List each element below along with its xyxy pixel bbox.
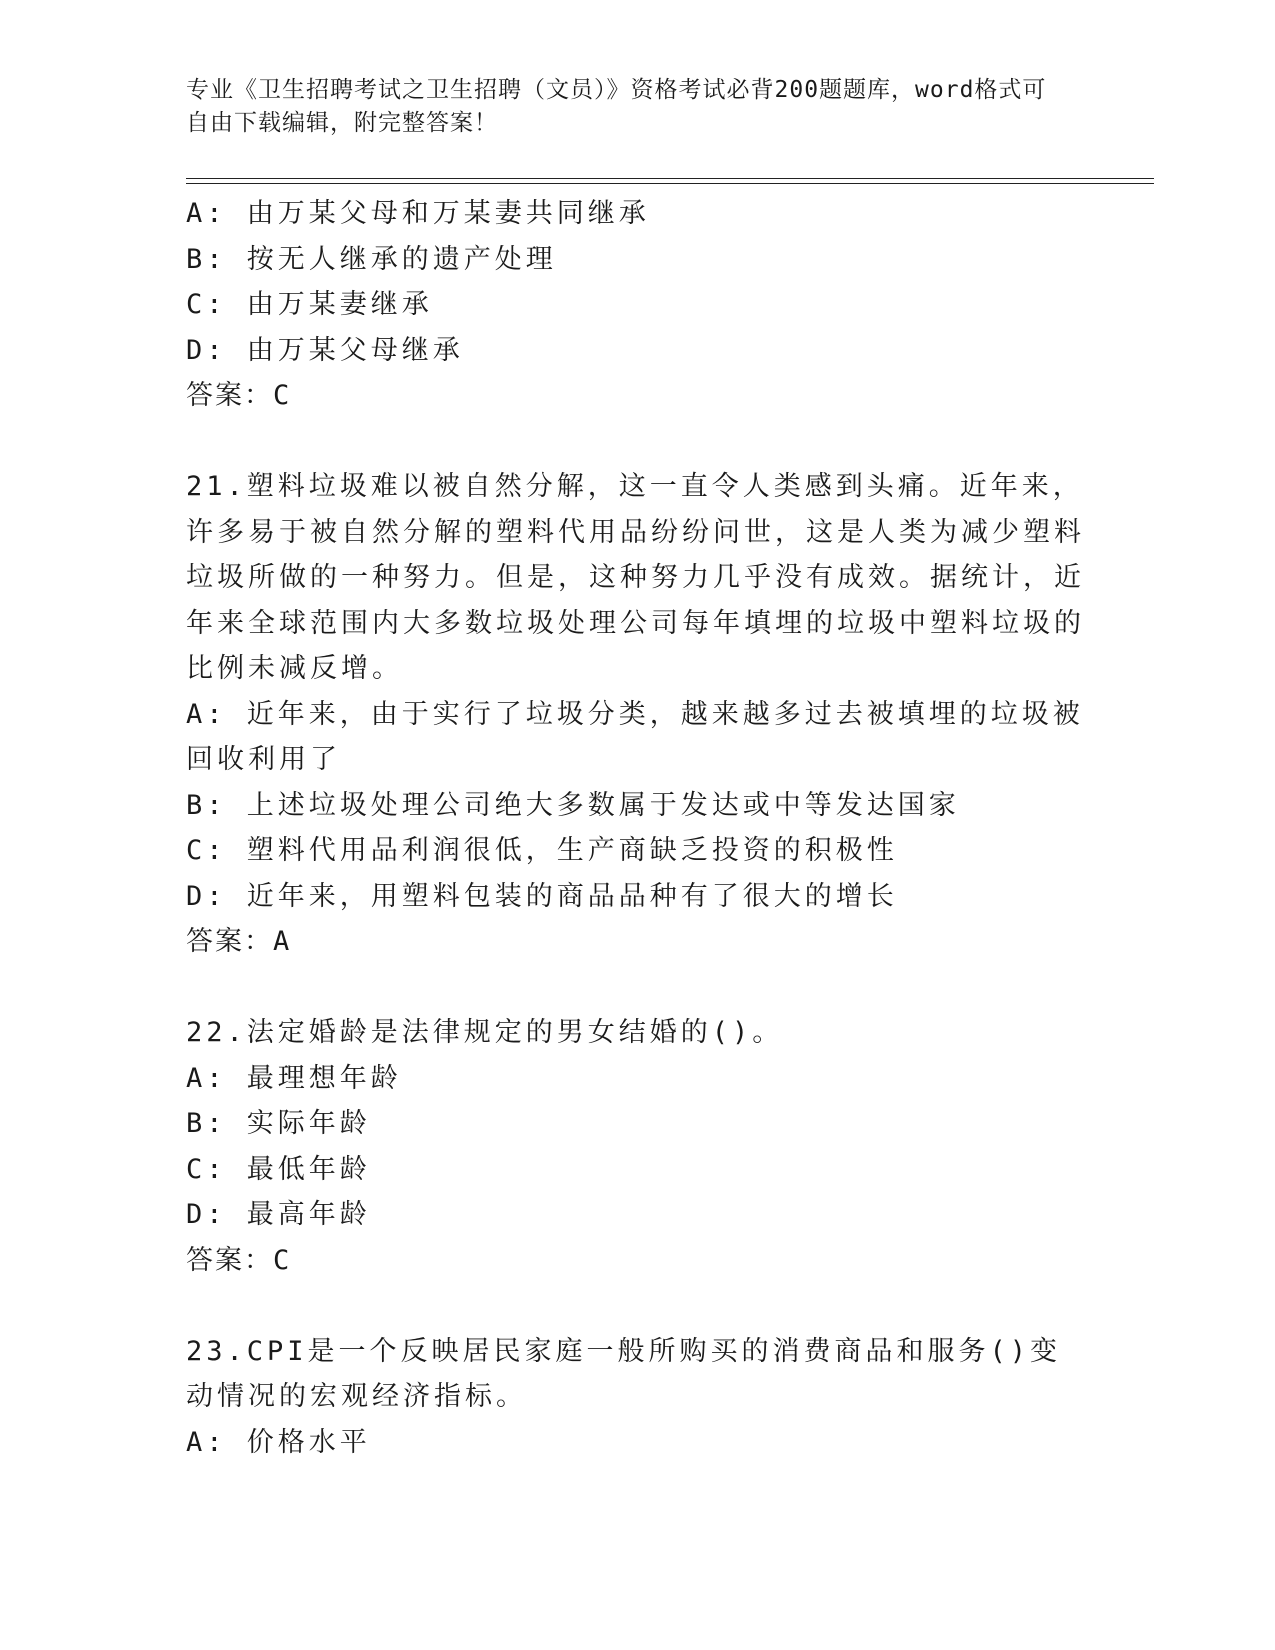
option-a: A: 由万某父母和万某妻共同继承 [186,198,650,229]
header-rule-bottom [186,183,1154,184]
option-b: B: 实际年龄 [186,1108,371,1139]
question-block-21 [186,464,1086,965]
document-header: 专业《卫生招聘考试之卫生招聘（文员）》资格考试必背200题题库，word格式可自由下载编辑，附完整答案！ [186,77,1047,136]
spacer [186,965,1086,1011]
option-c: C: 最低年龄 [186,1153,371,1185]
question-block-22 [186,1010,1086,1283]
question-stem: 21.塑料垃圾难以被自然分解，这一直令人类感到头痛。近年来，许多易于被自然分解的塑料代用品纷纷问世，这是人类为减少塑料垃圾所做的一种努力。但是，这种努力几乎没有成效。据统计，近年来全球范围内大多数垃圾处理公司每年填埋的垃圾中塑料垃圾的比例未减反增。 [186,471,1085,684]
header-rule-top [186,178,1154,179]
option-a: A: 价格水平 [186,1426,371,1458]
spacer [186,419,1086,465]
option-c: C: 由万某妻继承 [186,289,433,320]
option-c: C: 塑料代用品利润很低，生产商缺乏投资的积极性 [186,835,898,866]
option-a: A: 近年来，由于实行了垃圾分类，越来越多过去被填埋的垃圾被回收利用了 [186,698,1084,775]
option-d: D: 最高年龄 [186,1199,371,1230]
option-d: D: 近年来，用塑料包装的商品品种有了很大的增长 [186,880,898,912]
option-a: A: 最理想年龄 [186,1062,402,1094]
question-stem: 22.法定婚龄是法律规定的男女结婚的()。 [186,1017,784,1048]
answer-line: 答案：A [186,926,292,957]
option-d: D: 由万某父母继承 [186,334,464,366]
answer-line: 答案：C [186,1244,292,1276]
document-body [186,191,1086,1465]
question-block-20 [186,191,1086,419]
spacer [186,1283,1086,1329]
question-block-23 [186,1329,1086,1466]
question-stem: 23.CPI是一个反映居民家庭一般所购买的消费商品和服务()变动情况的宏观经济指标。 [186,1335,1062,1412]
option-b: B: 上述垃圾处理公司绝大多数属于发达或中等发达国家 [186,789,960,821]
option-b: B: 按无人继承的遗产处理 [186,243,557,275]
answer-line: 答案：C [186,380,292,411]
